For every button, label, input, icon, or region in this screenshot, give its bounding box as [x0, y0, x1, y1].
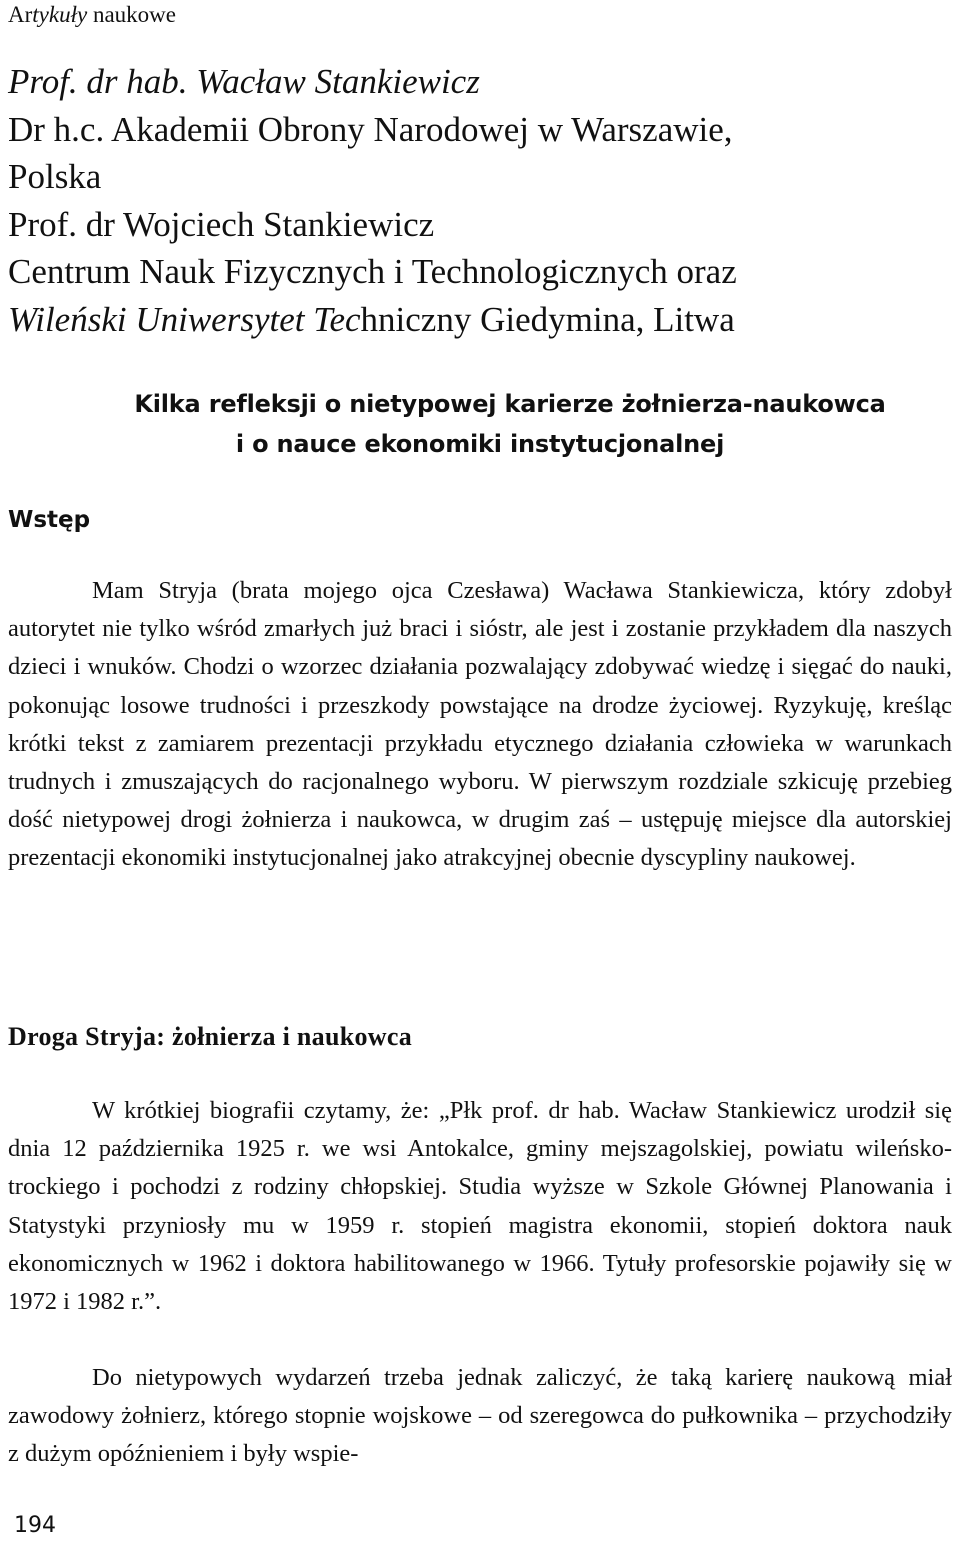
article-title	[0, 384, 960, 464]
running-head-italic: tykuły	[32, 2, 88, 27]
section-heading-intro: Wstęp	[8, 507, 91, 533]
intro-paragraph-text: Mam Stryja (brata mojego ojca Czesława) Wacława Stankiewicza, który zdobył autorytet nie tylko wśród zmarłych już braci i sióstr, ale jest i zostanie przykładem dla naszych dzieci i wnuków. Chodzi o wzorzec działania pozwalający zdobywać wiedzę i sięgać do nauki, pokonując losowe trudności i przeszkody powstające na drodze życiowej. Ryzykuję, kreśląc krótki tekst z zamiarem prezentacji przykładu etycznego działania człowieka w warunkach trudnych i zmuszających do racjonalnego wyboru. W pierwszym rozdziale szkicuję przebieg dość nietypowej drogi żołnierza i naukowca, w drugim zaś – ustępuję miejsce dla autorskiej prezentacji ekonomiki instytucjonalnej jako atrakcyjnej obecnie dyscypliny naukowej.	[8, 577, 952, 872]
page-number: 194	[14, 1513, 56, 1538]
author-2-university-rest: hniczny Giedymina, Litwa	[360, 299, 735, 339]
article-title-line-1: Kilka refleksji o nietypowej karierze żołnierza-naukowca	[134, 390, 886, 418]
running-head-prefix: Ar	[8, 2, 33, 27]
author-2-university-italic: Wileński Uniwersytet Tec	[8, 299, 361, 339]
author-1-affiliation: Dr h.c. Akademii Obrony Narodowej w Warszawie,	[8, 109, 733, 149]
author-2-name: Prof. dr Wojciech Stankiewicz	[8, 204, 435, 244]
section-heading-road: Droga Stryja: żołnierza i naukowca	[8, 1022, 413, 1051]
author-1-name: Prof. dr hab. Wacław Stankiewicz	[8, 62, 480, 101]
road-paragraph-1	[8, 1092, 952, 1321]
author-2-university	[8, 296, 948, 344]
road-paragraph-2-text: Do nietypowych wydarzeń trzeba jednak zaliczyć, że taką karierę naukową miał zawodowy żołnierz, którego stopnie wojskowe – od szeregowca do pułkownika – przychodziły z dużym opóźnieniem i były wspie-	[8, 1364, 952, 1468]
intro-paragraph	[8, 572, 952, 878]
author-1-country: Polska	[8, 157, 102, 196]
road-paragraph-1-text: W krótkiej biografii czytamy, że: „Płk prof. dr hab. Wacław Stankiewicz urodził się dnia 12 października 1925 r. we wsi Antokalce, gminy mejszagolskiej, powiatu wileńsko-trockiego i pochodzi z rodziny chłopskiej. Studia wyższe w Szkole Głównej Planowania i Statystyki przyniosły mu w 1959 r. stopień magistra ekonomii, stopień doktora nauk ekonomicznych w 1962 i doktora habilitowanego w 1966. Tytuły profesorskie pojawiły się w 1972 i 1982 r.”.	[8, 1097, 952, 1316]
running-head-rest: naukowe	[87, 2, 176, 27]
article-title-line-2: i o nauce ekonomiki instytucjonalnej	[235, 430, 725, 458]
author-2-affiliation: Centrum Nauk Fizycznych i Technologicznych oraz	[8, 252, 737, 291]
running-head	[8, 0, 176, 30]
author-affiliations	[8, 58, 948, 343]
road-paragraph-2	[8, 1359, 952, 1474]
